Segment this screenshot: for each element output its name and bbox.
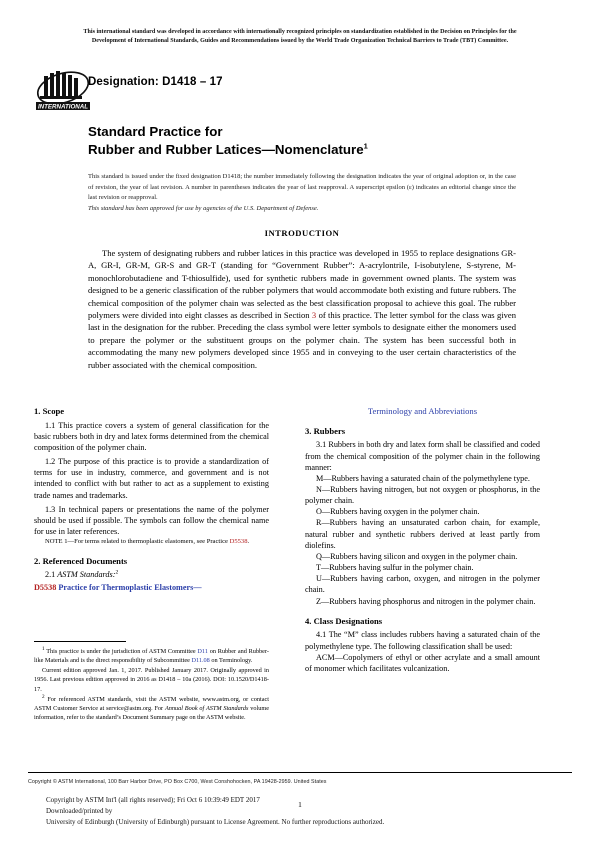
- rubber-definition-o: O—Rubbers having oxygen in the polymer chain.: [316, 507, 480, 517]
- footnote-1-text-a: This practice is under the jurisdiction of ASTM Committee: [44, 648, 198, 655]
- license-line-3: University of Edinburgh (University of Edinburgh) pursuant to License Agreement. No further reproductions authorized.: [46, 818, 385, 827]
- standard-code[interactable]: D5538: [34, 582, 57, 592]
- footnote-1-marker: 1: [42, 645, 45, 652]
- rubber-definition-z: Z—Rubbers having phosphorus and nitrogen in the polymer chain.: [316, 596, 536, 606]
- footnote-1-text-c: on Terminology.: [209, 657, 253, 665]
- footnote-2-text-b: volume information, refer to the standard’s Document Summary page on the ASTM website.: [34, 704, 270, 721]
- license-line-2: Downloaded/printed by: [46, 807, 113, 816]
- footnote-2-text-a: For referenced ASTM standards, visit the ASTM website, www.astm.org, or contact ASTM Customer Service at service@astm.org. For: [34, 695, 269, 712]
- note-tail: .: [247, 538, 250, 546]
- scope-heading: 1. Scope: [34, 406, 65, 416]
- license-line-1: Copyright by ASTM Int'l (all rights reserved); Fri Oct 6 10:39:49 EDT 2017: [46, 796, 260, 804]
- note-text: —For terms related to thermoplastic elastomers, see Practice: [67, 538, 230, 546]
- title-line-1: Standard Practice for: [88, 124, 223, 139]
- copyright-notice: Copyright © ASTM International, 100 Barr Harbor Drive, PO Box C700, West Conshohocken, PA 19428-2959. United States: [28, 779, 327, 785]
- section-3-link[interactable]: 3: [311, 309, 317, 320]
- title-footnote-marker: 1: [363, 141, 368, 151]
- scope-paragraph-1-2: 1.2 The purpose of this practice is to provide a standardization of terms for use in industry, commerce, and government and is not intended to conflict with but rather to act as a supplement to existing trade names and trademarks.: [34, 457, 269, 500]
- designation-label: Designation: D1418 – 17: [88, 76, 223, 88]
- astm-standards-label: ASTM Standards:: [57, 570, 116, 580]
- footnotes-block: [34, 647, 269, 723]
- astm-standards-footnote-marker: 2: [115, 569, 119, 576]
- page-title: [88, 123, 518, 159]
- tbt-header-line-1: This international standard was developed in accordance with internationally recognized principles on standardization established in the Decision on Principles for the: [83, 29, 517, 35]
- tbt-header-line-2: Development of International Standards, Guides and Recommendations issued by the World Trade Organization Technical Barriers to Trade (TBT) Committee.: [91, 38, 509, 45]
- introduction-heading: INTRODUCTION: [264, 228, 340, 238]
- class-designations-paragraph-4-1: 4.1 The “M” class includes rubbers having a saturated chain of the polymethylene type. The following classification shall be used:: [305, 630, 540, 651]
- page-number: 1: [298, 800, 302, 809]
- note-label: NOTE 1: [45, 538, 68, 546]
- rubber-definition-t: T—Rubbers having sulfur in the polymer chain.: [316, 563, 474, 573]
- footnote-1: [34, 647, 269, 665]
- astm-logo-subtitle: INTERNATIONAL: [37, 103, 89, 111]
- footer-divider: [28, 772, 572, 773]
- committee-d11-link[interactable]: D11: [197, 648, 208, 655]
- astm-logo-icon: [34, 68, 96, 114]
- rubbers-heading: 3. Rubbers: [305, 425, 346, 436]
- footnote-edition-info: Current edition approved Jan. 1, 2017. Published January 2017. Originally approved in 1956. Last previous edition approved in 2016 as D1418 – 10a (2016). DOI: 10.1520/D1418-17.: [34, 667, 269, 693]
- introduction-text-part-2: of this practice. The letter symbol for the class was given last in the designation for the rubber. Preceding the class symbol were letter symbols to designate either the monomers used to prepare the polymer or the substituent groups on the polymer chain. The system has been successful both in accommodating the many new polymers developed since 1955 and in conveying to the user certain characteristics of the rubber associated with the chemical composition.: [88, 309, 516, 370]
- rubber-definition-u: U—Rubbers having carbon, oxygen, and nitrogen in the polymer chain.: [305, 574, 540, 595]
- scope-note-1: [34, 537, 269, 547]
- introduction-body: [88, 247, 516, 371]
- scope-paragraph-1-3: 1.3 In technical papers or presentations the name of the polymer should be used if possible. The symbols can follow the chemical name for use in later references.: [34, 504, 269, 537]
- introduction-text-part-1: The system of designating rubbers and rubber latices in this practice was developed in 1955 to replace designations GR-A, GR-I, GR-M, GR-S and GR-T (standing for “Government Rubber”: A-acrylontrile, I-isobutylene, S-styrene, M-monochlorobutadiene and T-thiosulfide), used for synthetic rubbers made in government owned plants. The system was designed to be a generic classification of the rubber polymers that would accommodate both existing and future rubbers. The chemical composition of the polymer chain was selected as the best classification proposal to achieve this goal. The rubber polymers were divided into eight classes as described in Section: [88, 248, 516, 320]
- title-line-2: Rubber and Rubber Latices—Nomenclature: [88, 142, 364, 158]
- referenced-standard-d5538[interactable]: [34, 582, 269, 593]
- rubbers-paragraph-3-1: 3.1 Rubbers in both dry and latex form shall be classified and coded from the chemical composition of the polymer chain in the following manner:: [305, 440, 540, 472]
- left-column: [34, 406, 269, 593]
- astm-standards-subheading: [34, 569, 269, 580]
- subcommittee-d1108-link[interactable]: D11.08: [191, 657, 210, 665]
- astm-standards-number: 2.1: [45, 570, 58, 580]
- right-column: [305, 406, 540, 674]
- scope-paragraph-1-1: 1.1 This practice covers a system of general classification for the basic rubbers both in dry and latex forms determined from the chemical composition of the polymer chain.: [34, 420, 269, 452]
- practice-d5538-link[interactable]: D5538: [229, 538, 248, 546]
- tbt-header: [34, 28, 566, 47]
- rubber-definition-q: Q—Rubbers having silicon and oxygen in the polymer chain.: [316, 551, 518, 561]
- issuance-note: This standard is issued under the fixed designation D1418; the number immediately following the designation indicates the year of original adoption or, in the case of revision, the year of last revision. A number in parentheses indicates the year of last reapproval. A superscript epsilon (ε) indicates an editorial change since the last revision or reapproval.: [88, 173, 516, 202]
- class-designations-heading: 4. Class Designations: [305, 615, 383, 626]
- designation-row: [34, 68, 334, 118]
- rubber-definition-m: M—Rubbers having a saturated chain of the polymethylene type.: [316, 473, 530, 483]
- terminology-section-heading: Terminology and Abbreviations: [367, 406, 478, 416]
- footnote-1-text-b: on Rubber and Rubber-like Materials and is the direct responsibility of Subcommittee: [34, 648, 269, 665]
- footnote-2-marker: 2: [42, 693, 45, 700]
- rubber-definition-r: R—Rubbers having an unsaturated carbon chain, for example, natural rubber and synthetic rubbers derived at least partly from diolefins.: [305, 518, 540, 550]
- class-designation-acm: ACM—Copolymers of ethyl or other acrylate and a small amount of monomer which facilitates vulcanization.: [305, 652, 540, 673]
- footnote-divider: [34, 641, 126, 642]
- dod-approval-note: This standard has been approved for use by agencies of the U.S. Department of Defense.: [88, 205, 319, 212]
- footnote-2-italic-title: Annual Book of ASTM Standards: [164, 704, 249, 712]
- standard-title[interactable]: Practice for Thermoplastic Elastomers—: [56, 582, 202, 592]
- referenced-documents-heading: 2. Referenced Documents: [34, 555, 128, 566]
- rubber-definition-n: N—Rubbers having nitrogen, but not oxygen or phosphorus, in the polymer chain.: [305, 485, 540, 506]
- footnote-2: [34, 695, 269, 722]
